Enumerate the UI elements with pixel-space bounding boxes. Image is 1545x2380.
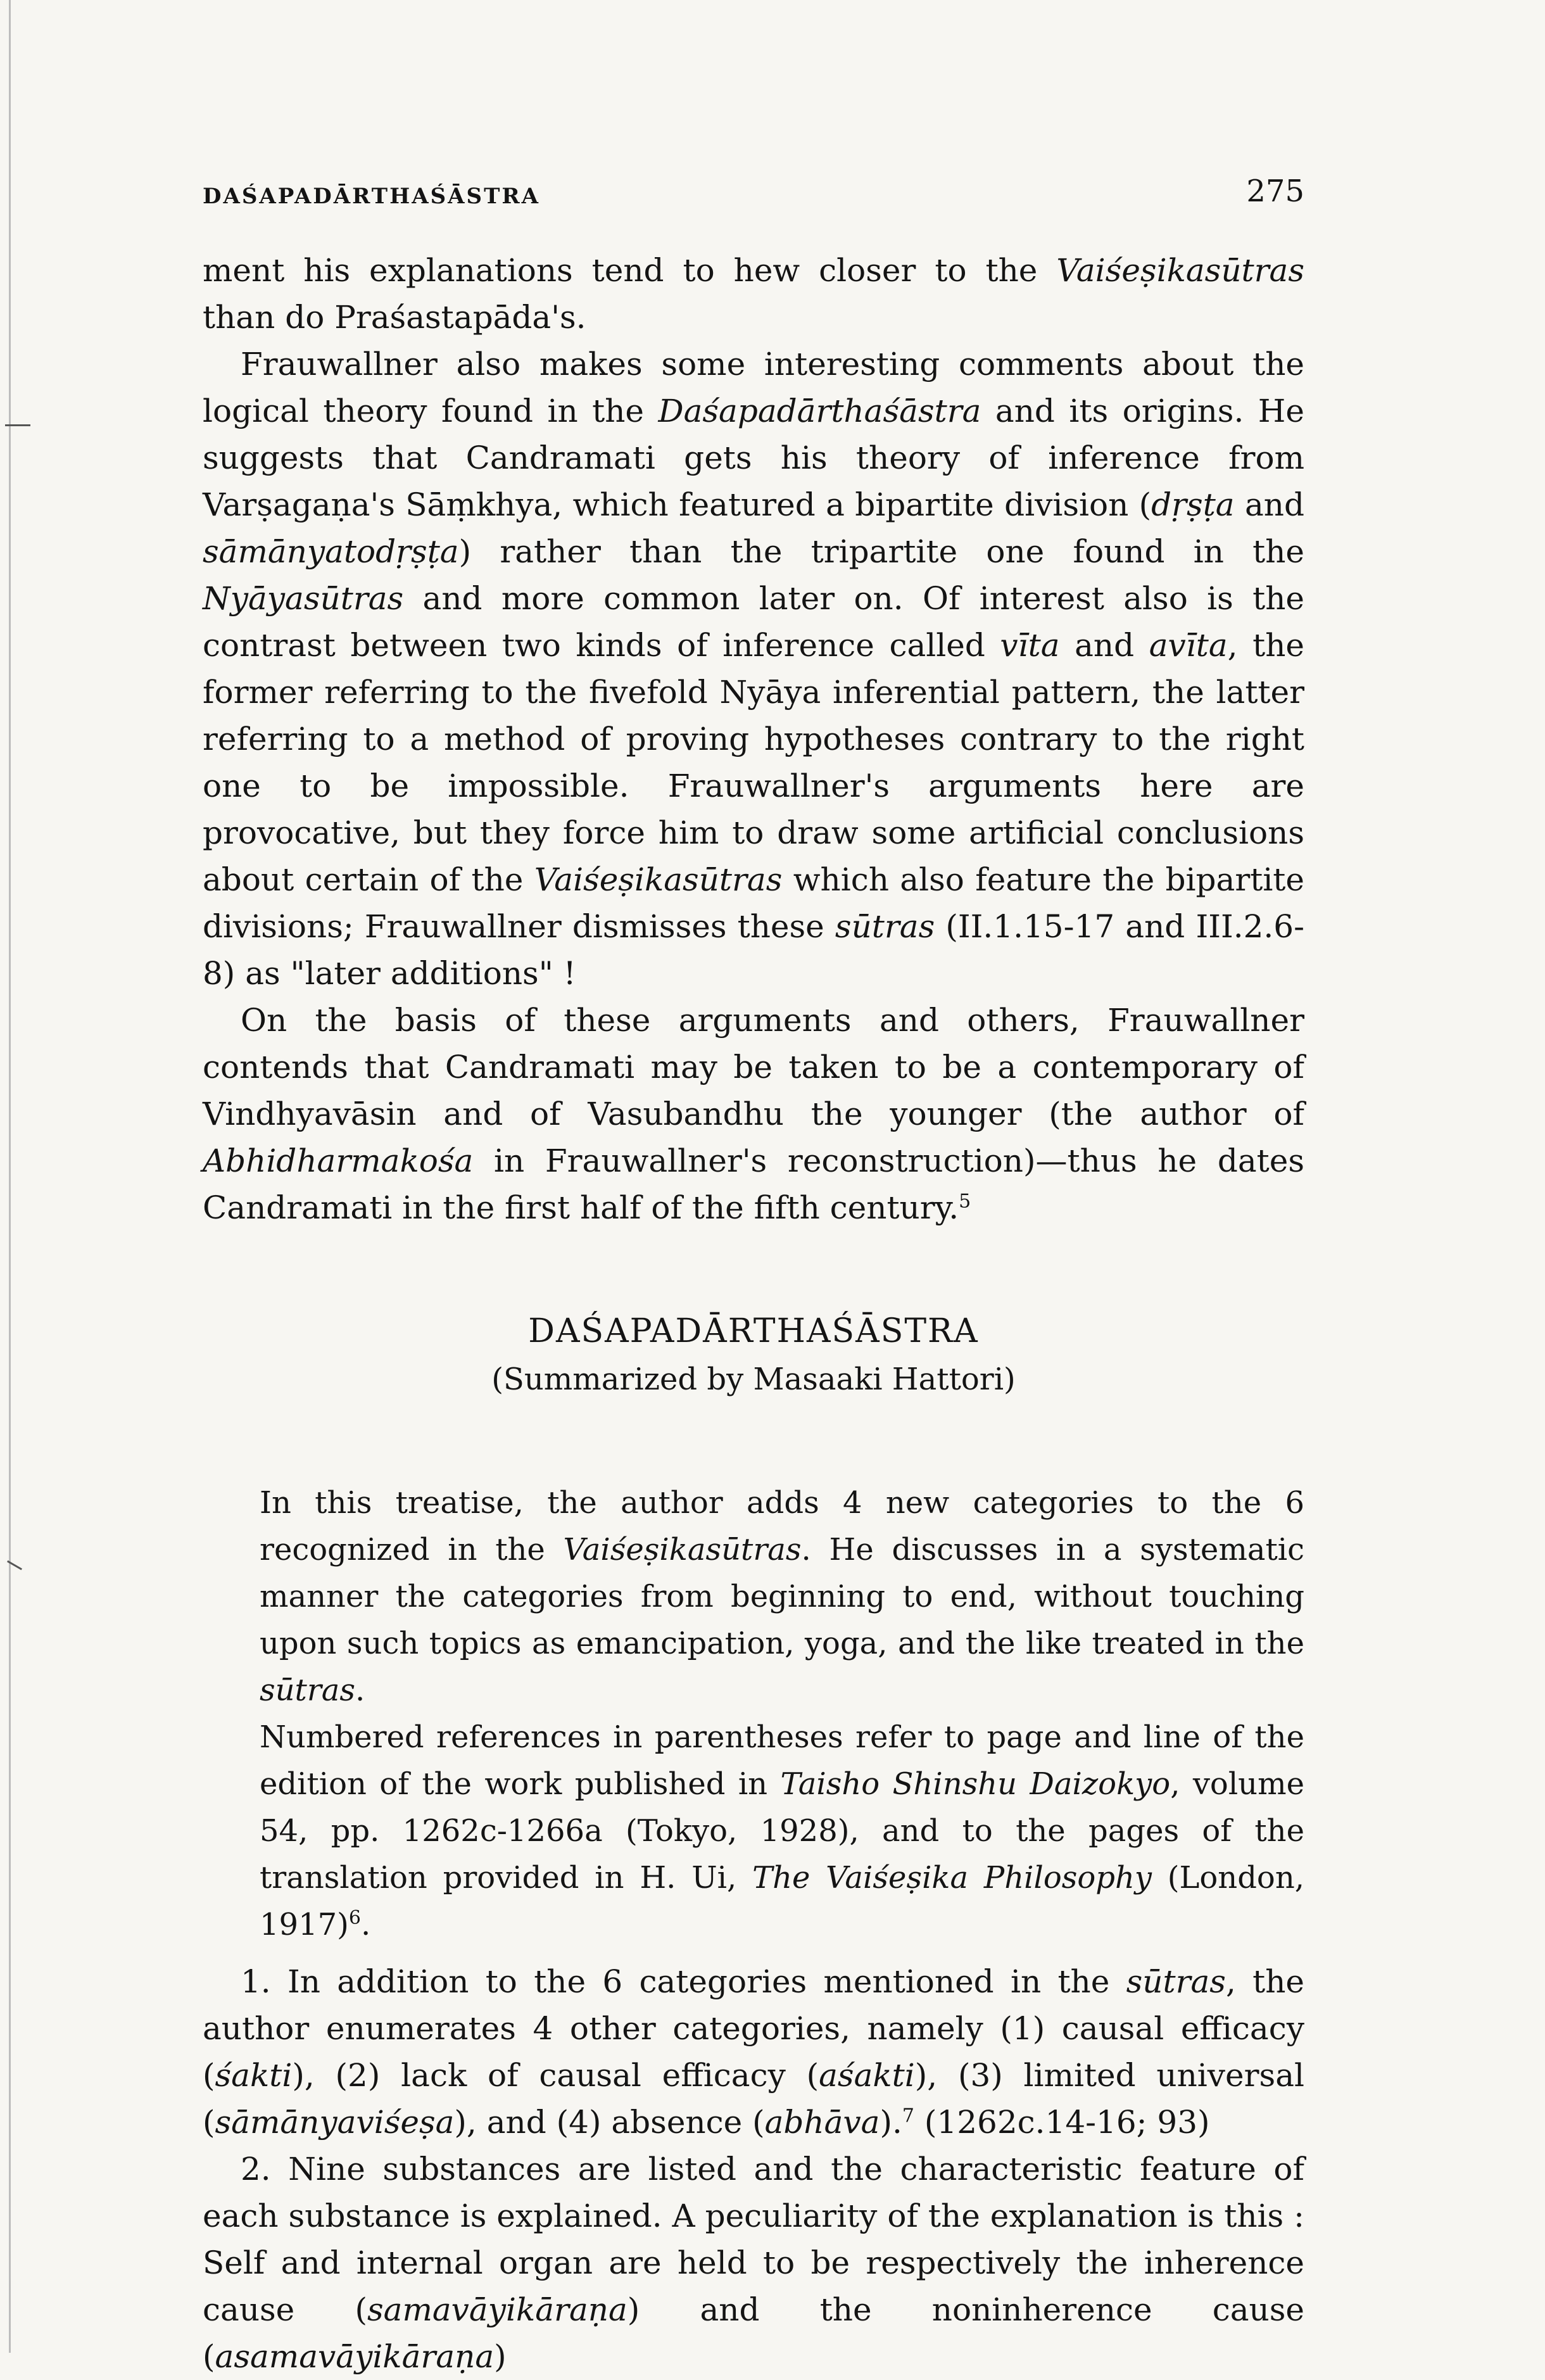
footnote-ref: 7: [902, 2105, 914, 2127]
paragraph: ment his explanations tend to hew closer to the Vaiśeṣikasūtras than do Praśastapāda's.: [203, 252, 1304, 336]
running-head: [203, 165, 1304, 209]
scan-edge-line: [9, 0, 11, 2353]
scan-edge-mark: [5, 424, 30, 426]
numbered-item: 1. In addition to the 6 categories mentioned in the sūtras, the author enumerates 4 other categories, namely (1) causal efficacy (śakti), (2) lack of causal efficacy (aśakti), (3) limited universal (sāmānyaviśeṣa), and (4) absence (abhāva).$^7$ (1262c.14-16; 93): [203, 1963, 1304, 2141]
footnote-ref: 6: [348, 1907, 361, 1929]
page-number: 275: [1246, 174, 1304, 209]
numbered-item: 2. Nine substances are listed and the characteristic feature of each substance is explained. A peculiarity of the explanation is this : Self and internal organ are held to be respectively the inherence cause (samavāyikāraṇa) and the noninherence cause (asamavāyikāraṇa): [203, 2151, 1304, 2375]
section-heading: [203, 1307, 1304, 1403]
summary-paragraph: In this treatise, the author adds 4 new categories to the 6 recognized in the Vaiśeṣikasūtras. He discusses in a systematic manner the categories from beginning to end, without touching upon such topics as emancipation, yoga, and the like treated in the sūtras.: [260, 1485, 1304, 1708]
running-head-title: DAŚAPADĀRTHAŚĀSTRA: [203, 184, 541, 209]
section-title: DAŚAPADĀRTHAŚĀSTRA: [528, 1312, 979, 1350]
paragraph: On the basis of these arguments and others, Frauwallner contends that Candramati may be taken to be a contemporary of Vindhyavāsin and of Vasubandhu the younger (the author of Abhidharmakośa in Frauwallner's reconstruction)—thus he dates Candramati in the first half of the fifth century.$^5$: [203, 1002, 1304, 1226]
section-subtitle: (Summarized by Masaaki Hattori): [491, 1362, 1016, 1397]
summary-block: [203, 1479, 1304, 1948]
paragraph: Frauwallner also makes some interesting comments about the logical theory found in the Daśapadārthaśāstra and its origins. He suggests that Candramati gets his theory of inference from Varṣagaṇa's Sāṃkhya, which featured a bipartite division (dṛṣṭa and sāmānyatodṛṣṭa) rather than the tripartite one found in the Nyāyasūtras and more common later on. Of interest also is the contrast between two kinds of inference called vīta and avīta, the former referring to the fivefold Nyāya inferential pattern, the latter referring to a method of proving hypotheses contrary to the right one to be impossible. Frauwallner's arguments here are provocative, but they force him to draw some artificial conclusions about certain of the Vaiśeṣikasūtras which also feature the bipartite divisions; Frauwallner dismisses these sūtras (II.1.15-17 and III.2.6-8) as "later additions" !: [203, 346, 1304, 992]
footnote-ref: 5: [959, 1190, 971, 1213]
summary-paragraph: Numbered references in parentheses refer to page and line of the edition of the work published in Taisho Shinshu Daizokyo, volume 54, pp. 1262c-1266a (Tokyo, 1928), and to the pages of the translation provided in H. Ui, The Vaiśeṣika Philosophy (London, 1917)$^6$.: [260, 1719, 1305, 1942]
page: [203, 165, 1305, 2375]
